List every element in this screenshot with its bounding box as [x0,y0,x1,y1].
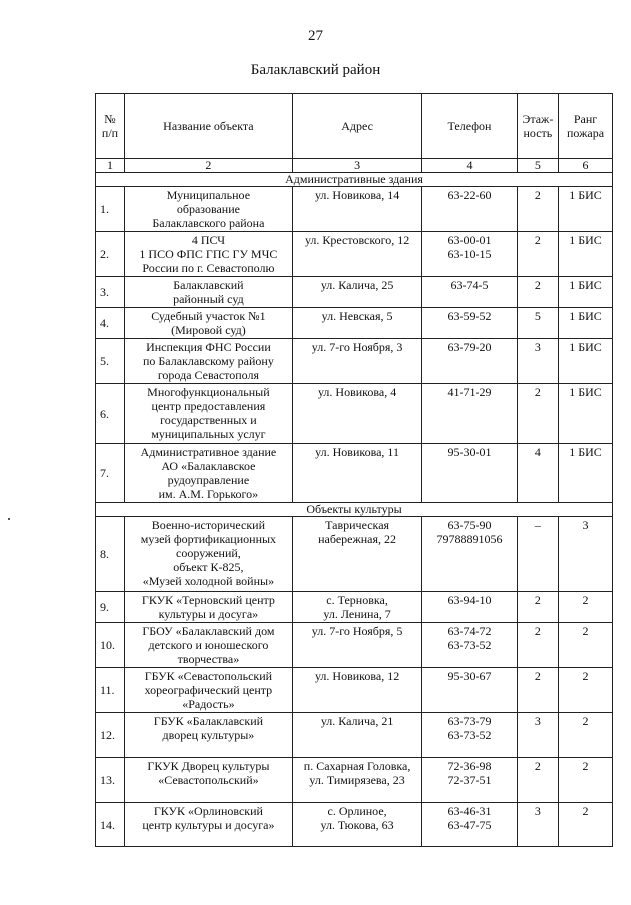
table-row [96,187,613,232]
object-name-line: 1 ПСО ФПС ГПС ГУ МЧС [139,247,278,261]
object-name-line: Инспекция ФНС России [146,340,271,354]
object-name [125,592,293,623]
fire-rank: 1 БИС [559,187,613,232]
object-name [125,232,293,277]
object-phone-line: 63-74-72 [447,624,492,638]
object-phone [422,232,517,277]
object-name [125,803,293,847]
object-name-line: «Севастопольский» [158,773,259,787]
object-floors: 2 [517,187,558,232]
object-name-line: Судебный участок №1 [151,309,266,323]
object-phone-line: 63-22-60 [447,188,492,202]
object-name [125,308,293,339]
object-phone-line: 63-47-75 [447,818,492,832]
object-name-line: города Севастополя [157,368,260,382]
object-name-line: муниципальных услуг [151,427,266,441]
object-phone-line: 63-00-01 [447,233,492,247]
object-address-line: ул. Новикова, 4 [317,385,397,399]
header-number: № п/п [96,94,125,159]
object-address-line: п. Сахарная Головка, [303,759,411,773]
object-name-line: центр культуры и досуга» [142,818,275,832]
object-name [125,187,293,232]
row-number: 5. [96,339,125,384]
row-number: 11. [96,668,125,713]
object-phone [422,758,517,803]
object-floors: 2 [517,758,558,803]
object-address [292,187,422,232]
table-row [96,713,613,758]
object-floors: 3 [517,803,558,847]
section-row [96,503,613,517]
object-address [292,592,422,623]
object-phone [422,308,517,339]
object-name-line: «Радость» [182,697,235,711]
object-name-line: музей фортификационных [140,532,277,546]
object-name-line: «Музей холодной войны» [142,574,275,588]
row-number: 12. [96,713,125,758]
object-address-line: ул. Крестовского, 12 [304,233,410,247]
object-phone-line: 72-36-98 [447,759,492,773]
row-number: 1. [96,187,125,232]
object-floors: 3 [517,339,558,384]
object-address [292,384,422,444]
object-floors: 2 [517,277,558,308]
object-floors: – [517,517,558,592]
table-row [96,803,613,847]
object-phone-line: 63-46-31 [447,804,492,818]
object-floors: 2 [517,668,558,713]
object-address-line: ул. Тюкова, 63 [320,818,394,832]
fire-rank: 2 [559,758,613,803]
table-row [96,232,613,277]
object-name-line: ГБУК «Балаклавский [153,714,264,728]
column-index: 2 [125,159,293,173]
object-address [292,803,422,847]
header-address: Адрес [292,94,422,159]
object-address-line: ул. Новикова, 11 [315,445,399,459]
object-name-line: Балаклавский [173,278,244,292]
object-floors: 5 [517,308,558,339]
object-address-line: ул. Невская, 5 [321,309,393,323]
header-name: Название объекта [125,94,293,159]
object-name-line: по Балаклавскому району [142,354,274,368]
row-number: 6. [96,384,125,444]
object-phone-line: 41-71-29 [447,385,492,399]
object-floors: 2 [517,623,558,668]
object-name [125,517,293,592]
row-number: 13. [96,758,125,803]
object-name-line: ГКУК «Орлиновский [153,804,263,818]
object-name-line: районный суд [173,292,244,306]
object-phone-line: 63-73-79 [447,714,492,728]
object-name-line: России по г. Севастополю [142,261,275,275]
object-name-line: детского и юношеского [148,638,269,652]
object-name [125,339,293,384]
object-address-line: ул. Новикова, 14 [314,188,400,202]
section-title: Административные здания [96,173,613,187]
object-address-line: с. Орлиное, [327,804,387,818]
object-name-line: ГКУК «Терновский центр [141,593,275,607]
object-address [292,758,422,803]
row-number: 14. [96,803,125,847]
row-number: 3. [96,277,125,308]
object-phone [422,668,517,713]
object-address [292,339,422,384]
object-name-line: Многофункциональный [147,385,270,399]
object-address-line: ул. Калича, 21 [320,714,394,728]
object-floors: 2 [517,232,558,277]
object-floors: 3 [517,713,558,758]
section-title: Объекты культуры [96,503,613,517]
objects-table [95,93,613,847]
table-row [96,517,613,592]
fire-rank: 1 БИС [559,232,613,277]
table-row [96,592,613,623]
column-index: 5 [517,159,558,173]
object-name [125,668,293,713]
header-row [96,94,613,159]
column-index: 1 [96,159,125,173]
object-address-line: ул. 7-го Ноября, 3 [311,340,403,354]
object-address [292,517,422,592]
header-floors: Этаж- ность [517,94,558,159]
object-phone [422,384,517,444]
row-number: 4. [96,308,125,339]
object-name [125,758,293,803]
table-row [96,277,613,308]
object-phone-line: 95-30-67 [447,669,492,683]
object-name-line: хореографический центр [144,683,273,697]
table-body [96,173,613,847]
table-row [96,384,613,444]
object-phone-line: 63-74-5 [450,278,489,292]
fire-rank: 2 [559,803,613,847]
page-number: 27 [308,28,323,44]
object-phone-line: 63-79-20 [447,340,492,354]
scan-speck [8,518,10,520]
object-phone-line: 72-37-51 [447,773,492,787]
row-number: 2. [96,232,125,277]
object-address-line: Таврическая [325,518,390,532]
fire-rank: 1 БИС [559,384,613,444]
object-phone-line: 63-73-52 [447,638,492,652]
object-name-line: им. А.М. Горького» [158,487,259,501]
object-name [125,623,293,668]
row-number: 8. [96,517,125,592]
fire-rank: 3 [559,517,613,592]
object-address [292,277,422,308]
fire-rank: 2 [559,668,613,713]
fire-rank: 1 БИС [559,308,613,339]
object-name [125,384,293,444]
object-phone-line: 79788891056 [436,532,503,546]
object-name-line: 4 ПСЧ [191,233,225,247]
row-number: 9. [96,592,125,623]
object-address [292,668,422,713]
fire-rank: 1 БИС [559,277,613,308]
object-phone-line: 63-59-52 [447,309,492,323]
table-row [96,339,613,384]
object-name-line: Балаклавского района [152,216,265,230]
object-name-line: АО «Балаклавское [161,459,256,473]
object-name-line: культуры и досуга» [158,607,259,621]
object-name-line: центр предоставления [151,399,266,413]
object-name-line: объект К-825, [173,560,244,574]
row-number: 7. [96,444,125,503]
column-index-row [96,159,613,173]
object-phone [422,592,517,623]
table-row [96,308,613,339]
object-name-line: Военно-исторический [151,518,266,532]
object-name-line: ГКУК Дворец культуры [147,759,270,773]
object-address [292,232,422,277]
object-name-line: рудоуправление [167,473,250,487]
object-address-line: ул. Тимирязева, 23 [309,773,405,787]
object-phone [422,517,517,592]
object-address-line: с. Терновка, [326,593,388,607]
object-phone-line: 63-94-10 [447,593,492,607]
table-row [96,758,613,803]
object-floors: 4 [517,444,558,503]
fire-rank: 2 [559,592,613,623]
fire-rank: 1 БИС [559,339,613,384]
object-address-line: набережная, 22 [318,532,397,546]
fire-rank: 2 [559,623,613,668]
object-address-line: ул. Новикова, 12 [314,669,400,683]
object-phone [422,623,517,668]
page-title: Балаклавский район [250,62,381,78]
row-number: 10. [96,623,125,668]
object-name-line: государственных и [160,413,257,427]
object-name-line: Административное здание [140,445,277,459]
object-phone [422,339,517,384]
object-name-line: (Мировой суд) [171,323,246,337]
column-index: 4 [422,159,517,173]
object-phone-line: 63-75-90 [447,518,492,532]
object-phone [422,713,517,758]
object-phone-line: 95-30-01 [447,445,492,459]
object-name [125,444,293,503]
object-name-line: ГБУК «Севастопольский [144,669,273,683]
fire-rank: 1 БИС [559,444,613,503]
object-phone [422,277,517,308]
object-floors: 2 [517,592,558,623]
object-name-line: ГБОУ «Балаклавский дом [142,624,275,638]
object-address [292,308,422,339]
table-row [96,444,613,503]
header-phone: Телефон [422,94,517,159]
object-name-line: образование [176,202,240,216]
object-address-line: ул. Ленина, 7 [323,607,391,621]
object-name-line: Муниципальное [166,188,251,202]
object-phone [422,187,517,232]
object-address-line: ул. Калича, 25 [320,278,394,292]
object-phone-line: 63-73-52 [447,728,492,742]
object-phone [422,444,517,503]
header-rank: Ранг пожара [559,94,613,159]
column-index: 3 [292,159,422,173]
object-floors: 2 [517,384,558,444]
object-address [292,444,422,503]
object-name-line: творчества» [177,652,240,666]
object-phone [422,803,517,847]
object-name-line: дворец культуры» [162,728,255,742]
object-phone-line: 63-10-15 [447,247,492,261]
object-name-line: сооружений, [176,546,241,560]
object-name [125,277,293,308]
object-address-line: ул. 7-го Ноября, 5 [311,624,403,638]
object-address [292,713,422,758]
column-index: 6 [559,159,613,173]
section-row [96,173,613,187]
object-name [125,713,293,758]
table-row [96,623,613,668]
fire-rank: 2 [559,713,613,758]
object-address [292,623,422,668]
table-row [96,668,613,713]
